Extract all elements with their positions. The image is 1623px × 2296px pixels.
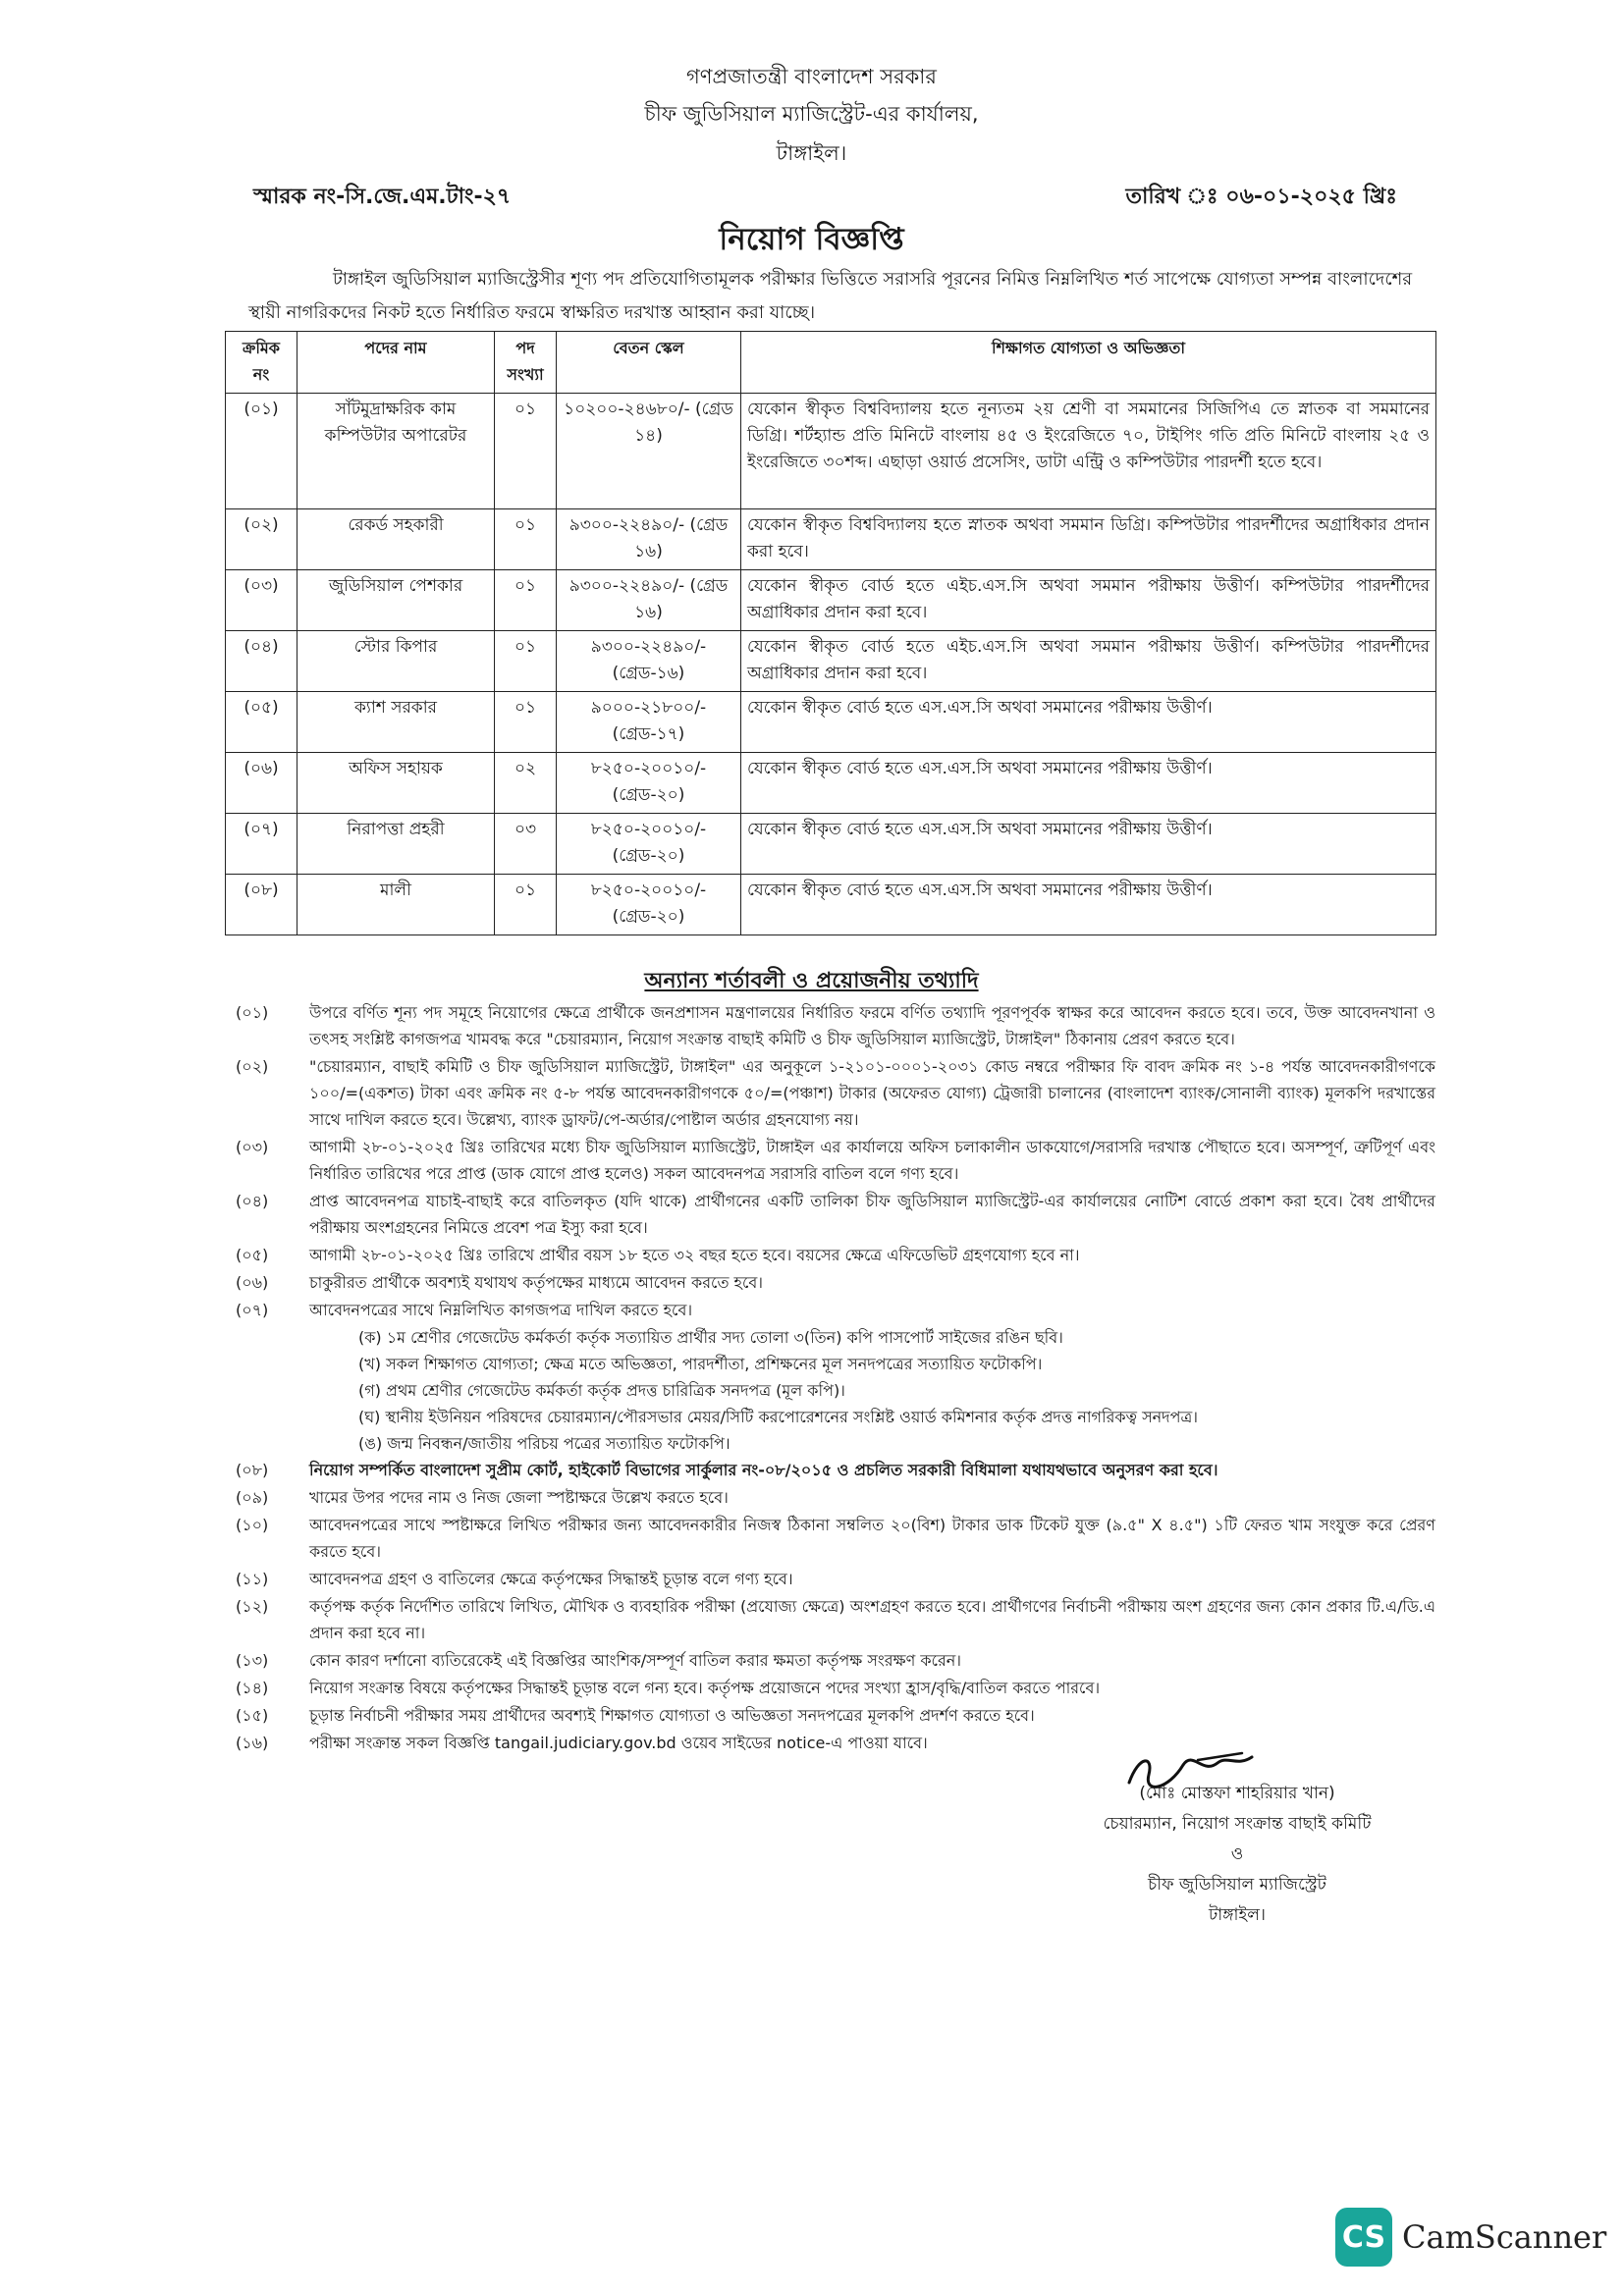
cell-serial: (০৭): [226, 814, 298, 875]
term-text: আবেদনপত্র গ্রহণ ও বাতিলের ক্ষেত্রে কর্তৃপক্ষের সিদ্ধান্তই চূড়ান্ত বলে গণ্য হবে।: [309, 1570, 793, 1588]
list-item: [236, 1188, 1435, 1241]
table-row: [226, 692, 1436, 753]
header-serial: ক্রমিক নং: [226, 332, 298, 394]
posts-table: [225, 331, 1436, 935]
signatory-name: (মোঃ মোস্তফা শাহরিয়ার খান): [1139, 1784, 1335, 1803]
term-text: আগামী ২৮-০১-২০২৫ খ্রিঃ তারিখে প্রার্থীর বয়স ১৮ হতে ৩২ বছর হতে হবে। বয়সের ক্ষেত্রে এফিডেভিট গ্রহণযোগ্য হবে না।: [309, 1246, 1080, 1264]
list-item: [236, 1457, 1435, 1483]
header-scale: বেতন স্কেল: [557, 332, 741, 394]
terms-list: [236, 999, 1435, 1757]
cell-serial: (০২): [226, 509, 298, 570]
list-item: [236, 999, 1435, 1052]
list-item: [236, 1297, 1435, 1323]
cell-count: ০১: [495, 394, 557, 509]
list-item: [236, 1702, 1435, 1729]
term-text: খামের উপর পদের নাম ও নিজ জেলা স্পষ্টাক্ষরে উল্লেখ করতে হবে।: [309, 1488, 729, 1507]
list-item: [236, 1647, 1435, 1674]
term-number: (১৪): [236, 1679, 269, 1697]
list-item: [236, 1242, 1435, 1268]
cell-scale: ৮২৫০-২০০১০/- (গ্রেড-২০): [557, 753, 741, 814]
term-number: (০৪): [236, 1192, 269, 1210]
cell-post: সাঁটমুদ্রাক্ষরিক কাম কম্পিউটার অপারেটর: [298, 394, 495, 509]
cell-qualification: যেকোন স্বীকৃত বোর্ড হতে এস.এস.সি অথবা সমমানের পরীক্ষায় উত্তীর্ণ।: [741, 814, 1436, 875]
cell-count: ০১: [495, 509, 557, 570]
term-text: আগামী ২৮-০১-২০২৫ খ্রিঃ তারিখের মধ্যে চীফ জুডিসিয়াল ম্যাজিস্ট্রেট, টাঙ্গাইল এর কার্যালয়ে অফিস চলাকালীন ডাকযোগে/সরাসরি দরখাস্ত পৌছাতে হবে। অসম্পূর্ণ, ত্রুটিপূর্ণ এবং নির্ধারিত তারিখের পরে প্রাপ্ত (ডাক যোগে প্রাপ্ত হলেও) সকল আবেদনপত্র সরাসরি বাতিল বলে গণ্য হবে।: [309, 1138, 1435, 1183]
cell-post: ক্যাশ সরকার: [298, 692, 495, 753]
notice-title: নিয়োগ বিজ্ঞপ্তি: [719, 222, 904, 257]
cell-post: স্টোর কিপার: [298, 631, 495, 692]
term-number: (০৩): [236, 1138, 269, 1156]
list-item: [236, 1675, 1435, 1701]
cell-post: জুডিসিয়াল পেশকার: [298, 570, 495, 631]
office-city: টাঙ্গাইল।: [776, 141, 847, 165]
header-post: পদের নাম: [298, 332, 495, 394]
document-item: (ক) ১ম শ্রেণীর গেজেটেড কর্মকর্তা কর্তৃক সত্যায়িত প্রার্থীর সদ্য তোলা ৩(তিন) কপি পাসপোর্ট সাইজের রঙিন ছবি।: [358, 1328, 1063, 1347]
cell-count: ০১: [495, 570, 557, 631]
cell-post: রেকর্ড সহকারী: [298, 509, 495, 570]
table-row: [226, 570, 1436, 631]
term-text: চূড়ান্ত নির্বাচনী পরীক্ষার সময় প্রার্থীদের অবশ্যই শিক্ষাগত যোগ্যতা ও অভিজ্ঞতা সনদপত্রের মূলকপি প্রদর্শণ করতে হবে।: [309, 1706, 1035, 1725]
term-number: (১০): [236, 1516, 269, 1534]
cell-qualification: যেকোন স্বীকৃত বোর্ড হতে এইচ.এস.সি অথবা সমমান পরীক্ষায় উত্তীর্ণ। কম্পিউটার পারদর্শীদের অগ্রাধিকার প্রদান করা হবে।: [741, 570, 1436, 631]
term-number: (০১): [236, 1003, 269, 1022]
term-number: (১৬): [236, 1734, 269, 1752]
term-number: (০৭): [236, 1301, 269, 1319]
cell-scale: ৯৩০০-২২৪৯০/- (গ্রেড ১৬): [557, 570, 741, 631]
camscanner-label: CamScanner: [1402, 2218, 1607, 2256]
document-item: (গ) প্রথম শ্রেণীর গেজেটেড কর্মকর্তা কর্তৃক প্রদত্ত চারিত্রিক সনদপত্র (মূল কপি)।: [358, 1381, 845, 1400]
cell-serial: (০৮): [226, 875, 298, 935]
term-text: আবেদনপত্রের সাথে স্পষ্টাক্ষরে লিখিত পরীক্ষার জন্য আবেদনকারীর নিজস্ব ঠিকানা সম্বলিত ২০(বিশ) টাকার ডাক টিকেট যুক্ত (৯.৫" X ৪.৫") ১টি ফেরত খাম সংযুক্ত করে প্রেরণ করতে হবে।: [309, 1516, 1435, 1561]
cell-qualification: যেকোন স্বীকৃত বিশ্ববিদ্যালয় হতে নূন্যতম ২য় শ্রেণী বা সমমানের সিজিপিএ তে স্নাতক বা সমমানের ডিগ্রি। শর্টহ্যান্ড প্রতি মিনিটে বাংলায় ৪৫ ও ইংরেজিতে ৭০, টাইপিং গতি প্রতি মিনিটে বাংলায় ২৫ ও ইংরেজিতে ৩০শব্দ। এছাড়া ওয়ার্ড প্রসেসিং, ডাটা এন্ট্রি ও কম্পিউটার পারদর্শী হতে হবে।: [741, 394, 1436, 509]
term-number: (১৩): [236, 1651, 269, 1670]
camscanner-icon: CS: [1335, 2208, 1392, 2267]
term-number: (১২): [236, 1597, 269, 1616]
term-text: কোন কারণ দর্শানো ব্যতিরেকেই এই বিজ্ঞপ্তির আংশিক/সম্পূর্ণ বাতিল করার ক্ষমতা কর্তৃপক্ষ সংরক্ষণ করেন।: [309, 1651, 962, 1670]
camscanner-watermark: [1335, 2208, 1606, 2267]
cell-scale: ৮২৫০-২০০১০/- (গ্রেড-২০): [557, 875, 741, 935]
signatory-conjunction: ও: [1230, 1844, 1244, 1864]
list-item: [236, 1566, 1435, 1592]
document-item: (ঘ) স্থানীয় ইউনিয়ন পরিষদের চেয়ারম্যান/পৌরসভার মেয়র/সিটি করপোরেশনের সংশ্লিষ্ট ওয়ার্ড কমিশনার কর্তৃক প্রদত্ত নাগরিকত্ব সনদপত্র।: [358, 1408, 1198, 1426]
term-text: পরীক্ষা সংক্রান্ত সকল বিজ্ঞপ্তি tangail.judiciary.gov.bd ওয়েব সাইডের notice-এ পাওয়া যাবে।: [309, 1734, 928, 1752]
terms-heading: অন্যান্য শর্তাবলী ও প্রয়োজনীয় তথ্যাদি: [644, 969, 979, 993]
term-text: নিয়োগ সংক্রান্ত বিষয়ে কর্তৃপক্ষের সিদ্ধান্তই চূড়ান্ত বলে গন্য হবে। কর্তৃপক্ষ প্রয়োজনে পদের সংখ্যা হ্রাস/বৃদ্ধি/বাতিল করতে পারবে।: [309, 1679, 1101, 1697]
header-qualification: শিক্ষাগত যোগ্যতা ও অভিজ্ঞতা: [741, 332, 1436, 394]
list-item: [236, 1512, 1435, 1565]
document-item: (খ) সকল শিক্ষাগত যোগ্যতা; ক্ষেত্র মতে অভিজ্ঞতা, পারদর্শীতা, প্রশিক্ষনের মূল সনদপত্রের সত্যায়িত ফটোকপি।: [358, 1355, 1043, 1373]
term-text: প্রাপ্ত আবেদনপত্র যাচাই-বাছাই করে বাতিলকৃত (যদি থাকে) প্রার্থীগনের একটি তালিকা চীফ জুডিসিয়াল ম্যাজিস্ট্রেট-এর কার্যালয়ের নোটিশ বোর্ডে প্রকাশ করা হবে। বৈধ প্রার্থীদের পরীক্ষায় অংশগ্রহনের নিমিত্তে প্রবেশ পত্র ইস্যু করা হবে।: [309, 1192, 1435, 1237]
table-header-row: [226, 332, 1436, 394]
cell-post: মালী: [298, 875, 495, 935]
cell-serial: (০৩): [226, 570, 298, 631]
cell-post: অফিস সহায়ক: [298, 753, 495, 814]
cell-count: ০১: [495, 692, 557, 753]
term-number: (০৯): [236, 1488, 269, 1507]
header-count: পদ সংখ্যা: [495, 332, 557, 394]
signatory-title: চীফ জুডিসিয়াল ম্যাজিস্ট্রেট: [1148, 1875, 1326, 1895]
list-item: [236, 1484, 1435, 1511]
term-number: (০৬): [236, 1273, 269, 1292]
memo-number: স্মারক নং-সি.জে.এম.টাং-২৭: [253, 185, 512, 209]
cell-qualification: যেকোন স্বীকৃত বোর্ড হতে এস.এস.সি অথবা সমমানের পরীক্ষায় উত্তীর্ণ।: [741, 692, 1436, 753]
term-number: (০৮): [236, 1461, 269, 1479]
cell-post: নিরাপত্তা প্রহরী: [298, 814, 495, 875]
government-name: গণপ্রজাতন্ত্রী বাংলাদেশ সরকার: [686, 65, 937, 88]
cell-qualification: যেকোন স্বীকৃত বোর্ড হতে এস.এস.সি অথবা সমমানের পরীক্ষায় উত্তীর্ণ।: [741, 875, 1436, 935]
term-text: চাকুরীরত প্রার্থীকে অবশ্যই যথাযথ কর্তৃপক্ষের মাধ্যমে আবেদন করতে হবে।: [309, 1273, 764, 1292]
cell-count: ০১: [495, 631, 557, 692]
cell-scale: ৯৩০০-২২৪৯০/- (গ্রেড-১৬): [557, 631, 741, 692]
term-number: (১১): [236, 1570, 269, 1588]
table-row: [226, 814, 1436, 875]
cell-count: ০২: [495, 753, 557, 814]
cell-scale: ৯০০০-২১৮০০/- (গ্রেড-১৭): [557, 692, 741, 753]
cell-count: ০৩: [495, 814, 557, 875]
table-row: [226, 509, 1436, 570]
cell-qualification: যেকোন স্বীকৃত বোর্ড হতে এস.এস.সি অথবা সমমানের পরীক্ষায় উত্তীর্ণ।: [741, 753, 1436, 814]
cell-serial: (০৪): [226, 631, 298, 692]
list-item: [236, 1053, 1435, 1133]
notice-date: তারিখ ঃ ০৬-০১-২০২৫ খ্রিঃ: [1125, 185, 1397, 209]
intro-paragraph: টাঙ্গাইল জুডিসিয়াল ম্যাজিস্ট্রেসীর শূণ্য পদ প্রতিযোগিতামূলক পরীক্ষার ভিত্তিতে সরাসরি পূরনের নিমিত্ত নিম্নলিখিত শর্ত সাপেক্ষে যোগ্যতা সম্পন্ন বাংলাদেশের স্থায়ী নাগরিকদের নিকট হতে নির্ধারিত ফরমে স্বাক্ষরিত দরখাস্ত আহ্বান করা যাচ্ছে।: [248, 269, 1413, 323]
office-name: চীফ জুডিসিয়াল ম্যাজিস্ট্রেট-এর কার্যালয়,: [644, 102, 979, 126]
documents-list: [309, 1324, 1435, 1457]
cell-scale: ৮২৫০-২০০১০/- (গ্রেড-২০): [557, 814, 741, 875]
table-row: [226, 631, 1436, 692]
table-row: [226, 753, 1436, 814]
cell-scale: ১০২০০-২৪৬৮০/- (গ্রেড ১৪): [557, 394, 741, 509]
cell-count: ০১: [495, 875, 557, 935]
list-item: [236, 1269, 1435, 1296]
term-number: (১৫): [236, 1706, 269, 1725]
table-row: [226, 875, 1436, 935]
document-item: (ঙ) জন্ম নিবন্ধন/জাতীয় পরিচয় পত্রের সত্যায়িত ফটোকপি।: [358, 1434, 730, 1453]
term-number: (০২): [236, 1057, 269, 1076]
term-text: উপরে বর্ণিত শূন্য পদ সমূহে নিয়োগের ক্ষেত্রে প্রার্থীকে জনপ্রশাসন মন্ত্রণালয়ের নির্ধারিত ফরমে বর্ণিত তথ্যাদি পূরণপূর্বক স্বাক্ষর করে আবেদন করতে হবে। তবে, উক্ত আবেদনখানা ও তৎসহ সংশ্লিষ্ট কাগজপত্র খামবদ্ধ করে "চেয়ারম্যান, নিয়োগ সংক্রান্ত বাছাই কমিটি ও চীফ জুডিসিয়াল ম্যাজিস্ট্রেট, টাঙ্গাইল" ঠিকানায় প্রেরণ করতে হবে।: [309, 1003, 1435, 1048]
list-item: [236, 1134, 1435, 1187]
list-item: [236, 1593, 1435, 1646]
signatory-role: চেয়ারম্যান, নিয়োগ সংক্রান্ত বাছাই কমিটি: [1103, 1814, 1372, 1834]
term-text: কর্তৃপক্ষ কর্তৃক নির্দেশিত তারিখে লিখিত, মৌখিক ও ব্যবহারিক পরীক্ষা (প্রযোজ্য ক্ষেত্রে) অংশগ্রহণ করতে হবে। প্রার্থীগণের নির্বাচনী পরীক্ষায় অংশ গ্রহণের জন্য কোন প্রকার টি.এ/ডি.এ প্রদান করা হবে না।: [309, 1597, 1435, 1642]
cell-serial: (০১): [226, 394, 298, 509]
term-text: আবেদনপত্রের সাথে নিম্নলিখিত কাগজপত্র দাখিল করতে হবে।: [309, 1301, 693, 1319]
table-row: [226, 394, 1436, 509]
term-number: (০৫): [236, 1246, 269, 1264]
cell-qualification: যেকোন স্বীকৃত বোর্ড হতে এইচ.এস.সি অথবা সমমান পরীক্ষায় উত্তীর্ণ। কম্পিউটার পারদর্শীদের অগ্রাধিকার প্রদান করা হবে।: [741, 631, 1436, 692]
cell-qualification: যেকোন স্বীকৃত বিশ্ববিদ্যালয় হতে স্নাতক অথবা সমমান ডিগ্রি। কম্পিউটার পারদর্শীদের অগ্রাধিকার প্রদান করা হবে।: [741, 509, 1436, 570]
term-text: "চেয়ারম্যান, বাছাই কমিটি ও চীফ জুডিসিয়াল ম্যাজিস্ট্রেট, টাঙ্গাইল" এর অনুকূলে ১-২১০১-০০০১-২০৩১ কোড নম্বরে পরীক্ষার ফি বাবদ ক্রমিক নং ১-৪ পর্যন্ত আবেদনকারীগণকে ১০০/=(একশত) টাকা এবং ক্রমিক নং ৫-৮ পর্যন্ত আবেদনকারীগণকে ৫০/=(পঞ্চাশ) টাকার (অফেরত যোগ্য) ট্রেজারী চালানের (বাংলাদেশ ব্যাংক/সোনালী ব্যাংক) মূলকপি দরখাস্তের সাথে দাখিল করতে হবে। উল্লেখ্য, ব্যাংক ড্রাফট/পে-অর্ডার/পোষ্টাল অর্ডার গ্রহনযোগ্য নয়।: [309, 1057, 1435, 1129]
cell-serial: (০৬): [226, 753, 298, 814]
cell-serial: (০৫): [226, 692, 298, 753]
cell-scale: ৯৩০০-২২৪৯০/- (গ্রেড ১৬): [557, 509, 741, 570]
term-text: নিয়োগ সম্পর্কিত বাংলাদেশ সুপ্রীম কোর্ট, হাইকোর্ট বিভাগের সার্কুলার নং-০৮/২০১৫ ও প্রচলিত সরকারী বিধিমালা যথাযথভাবে অনুসরণ করা হবে।: [309, 1461, 1218, 1479]
signatory-city: টাঙ্গাইল।: [1209, 1905, 1266, 1925]
